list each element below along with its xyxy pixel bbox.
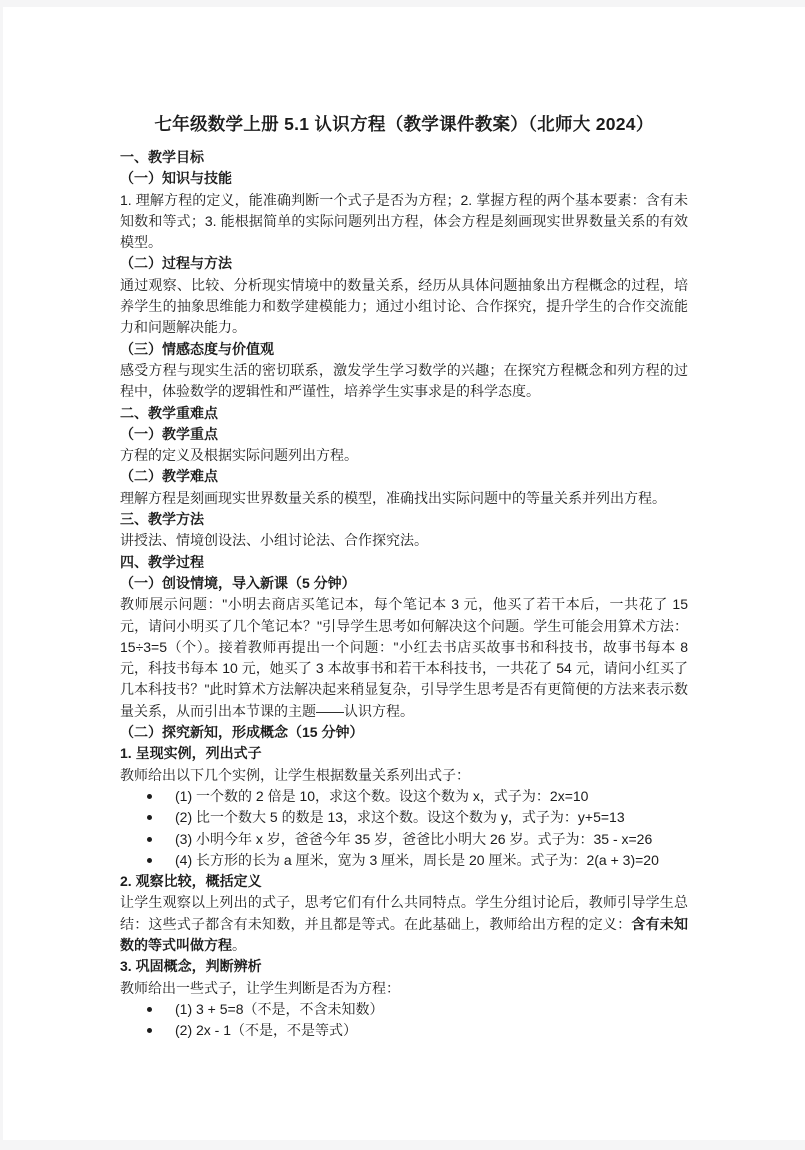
list-item (120, 850, 688, 871)
heading-explore-new: （二）探究新知，形成概念（15 分钟） (120, 724, 364, 741)
list-item (120, 807, 688, 828)
para-teaching-difficulty: 理解方程是刻画现实世界数量关系的模型，准确找出实际问题中的等量关系并列出方程。 (120, 489, 666, 506)
document-page (3, 7, 805, 1140)
para-process-method: 通过观察、比较、分析现实情境中的数量关系，经历从具体问题抽象出方程概念的过程，培养学生的抽象思维能力和数学建模能力；通过小组讨论、合作探究，提升学生的合作交流能力和问题解决能力。 (120, 276, 688, 336)
heading-key-points: 二、教学重难点 (120, 404, 218, 421)
bullet-icon (147, 837, 152, 842)
list-item (120, 1020, 688, 1041)
para-step1-lead: 教师给出以下几个实例，让学生根据数量关系列出式子： (120, 766, 470, 783)
bullet-icon (147, 794, 152, 799)
equation-definition: 含有未知数的等式叫做方程 (120, 915, 689, 953)
document-body (120, 147, 688, 1041)
list-item-text: (1) 3 + 5=8（不是，不含未知数） (175, 1000, 384, 1017)
para-step3-lead: 教师给出一些式子，让学生判断是否为方程： (120, 979, 400, 996)
list-item (120, 829, 688, 850)
bullet-icon (147, 1007, 152, 1012)
heading-step3: 3. 巩固概念，判断辨析 (120, 958, 262, 975)
heading-intro-situation: （一）创设情境，导入新课（5 分钟） (120, 574, 356, 591)
list-item-text: (3) 小明今年 x 岁，爸爸今年 35 岁，爸爸比小明大 26 岁。式子为：35 - x=26 (175, 830, 653, 847)
heading-teaching-difficulty: （二）教学难点 (120, 468, 218, 485)
list-item-text: (2) 比一个数大 5 的数是 13，求这个数。设这个数为 y，式子为：y+5=13 (175, 809, 625, 826)
bullet-icon (147, 1028, 152, 1033)
heading-emotion-values: （三）情感态度与价值观 (120, 340, 274, 357)
list-item-text: (2) 2x - 1（不是，不是等式） (175, 1022, 358, 1039)
heading-teaching-methods: 三、教学方法 (120, 511, 204, 528)
para-emotion-values: 感受方程与现实生活的密切联系，激发学生学习数学的兴趣；在探究方程概念和列方程的过程中，体验数学的逻辑性和严谨性，培养学生实事求是的科学态度。 (120, 361, 688, 400)
para-teaching-focus: 方程的定义及根据实际问题列出方程。 (120, 447, 358, 464)
heading-objectives: 一、教学目标 (120, 149, 204, 165)
document-title: 七年级数学上册 5.1 认识方程（教学课件教案）（北师大 2024） (154, 114, 654, 134)
heading-step1: 1. 呈现实例，列出式子 (120, 745, 262, 762)
para-knowledge-skills: 1. 理解方程的定义，能准确判断一个式子是否为方程；2. 掌握方程的两个基本要素：含有未知数和等式；3. 能根据简单的实际问题列出方程，体会方程是刻画现实世界数量关系的有效模型。 (120, 191, 688, 251)
heading-step2: 2. 观察比较，概括定义 (120, 873, 262, 890)
para-step2-lead: 让学生观察以上列出的式子，思考它们有什么共同特点。学生分组讨论后，教师引导学生总结：这些式子都含有未知数，并且都是等式。在此基础上，教师给出方程的定义： (120, 894, 688, 932)
list-item-text: (4) 长方形的长为 a 厘米，宽为 3 厘米，周长是 20 厘米。式子为：2(a + 3)=20 (175, 851, 659, 868)
list-item (120, 999, 688, 1020)
list-item (120, 786, 688, 807)
heading-teaching-focus: （一）教学重点 (120, 425, 218, 442)
para-step2 (120, 892, 688, 956)
para-step2-tail: 。 (232, 936, 246, 953)
bullet-icon (147, 815, 152, 820)
bullet-icon (147, 858, 152, 863)
list-item-text: (1) 一个数的 2 倍是 10，求这个数。设这个数为 x，式子为：2x=10 (175, 787, 589, 804)
para-intro-situation: 教师展示问题："小明去商店买笔记本，每个笔记本 3 元，他买了若干本后，一共花了 15 元，请问小明买了几个笔记本？"引导学生思考如何解决这个问题。学生可能会用算术方法：15÷3=5（个）。接着教师再提出一个问题："小红去书店买故事书和科技书，故事书每本 8 元，科技书每本 10 元，她买了 3 本故事书和若干本科技书，一共花了 54 元，请问小红买了几本科技书？"此时算术方法解决起来稍显复杂，引导学生思考是否有更简便的方法来表示数量关系，从而引出本节课的主题——认识方程。 (120, 596, 688, 719)
heading-process-method: （二）过程与方法 (120, 255, 232, 272)
heading-teaching-process: 四、教学过程 (120, 553, 204, 570)
heading-knowledge-skills: （一）知识与技能 (120, 170, 232, 187)
para-teaching-methods: 讲授法、情境创设法、小组讨论法、合作探究法。 (120, 532, 428, 549)
